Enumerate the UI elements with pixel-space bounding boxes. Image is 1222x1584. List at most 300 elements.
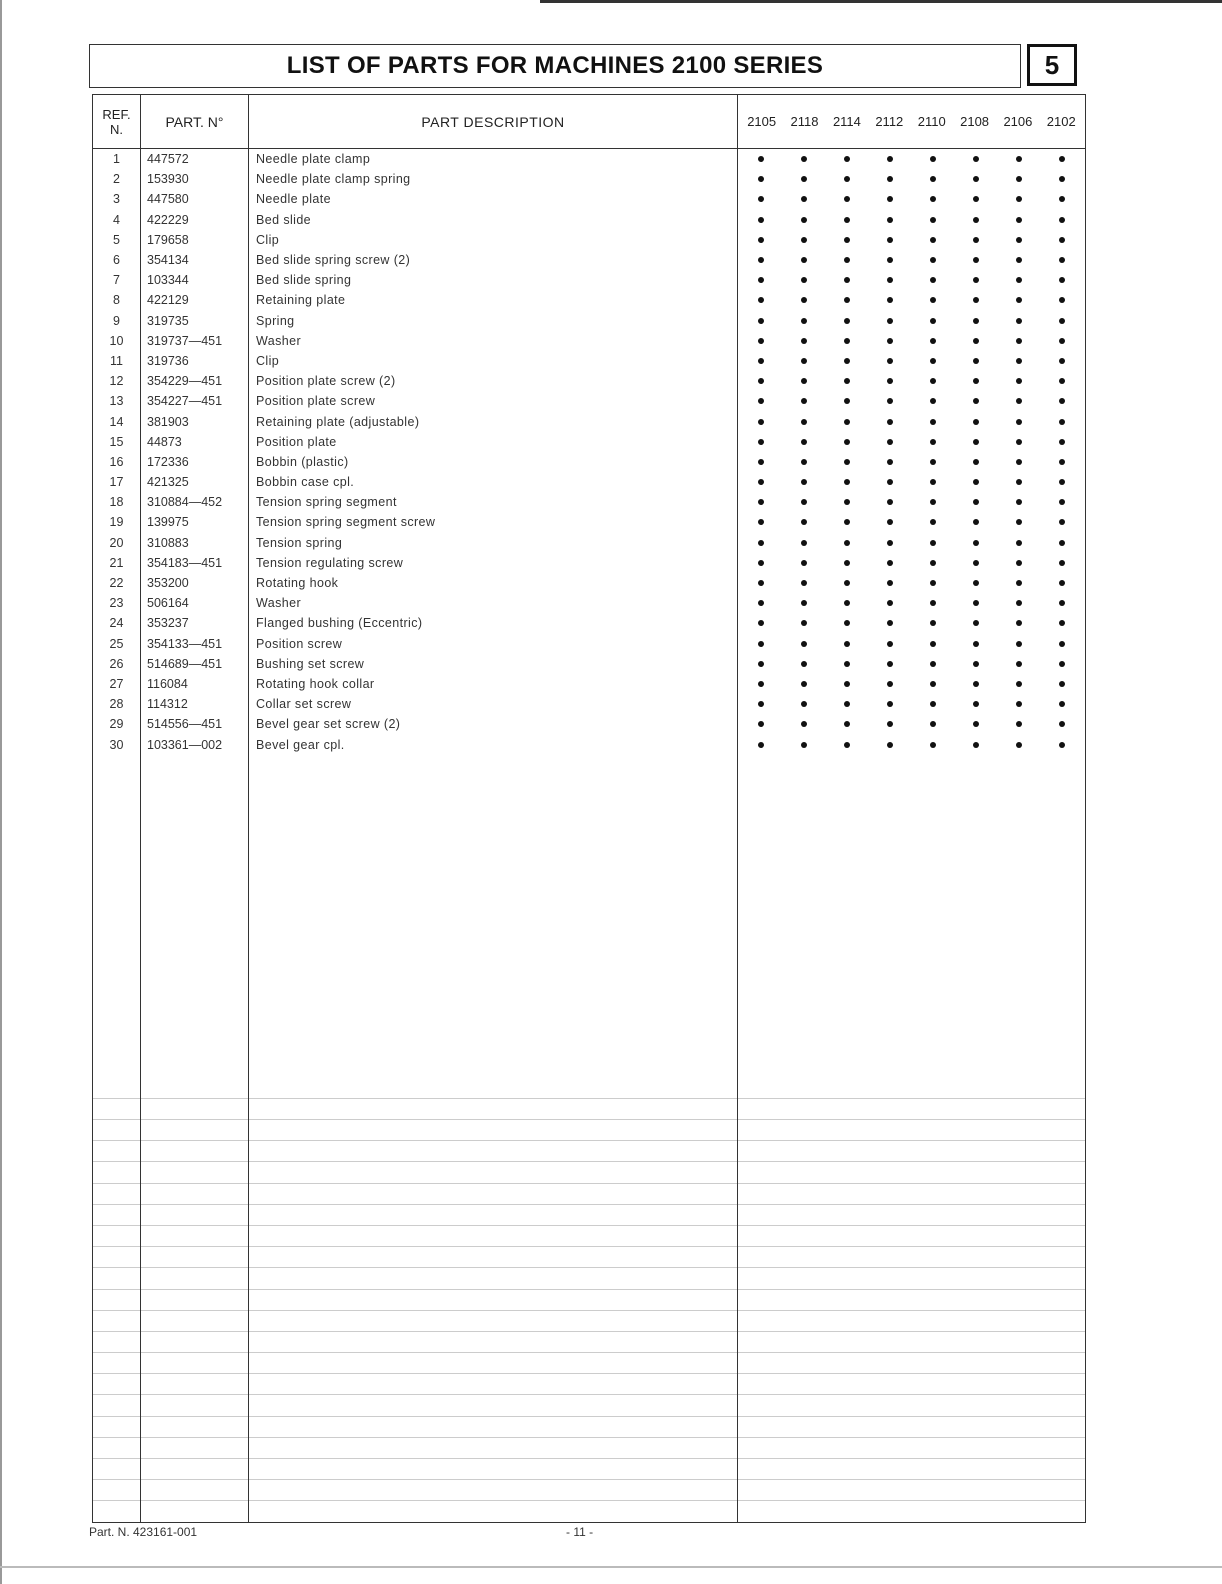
part-number-cell: 421325: [141, 472, 249, 492]
applicability-cell: [738, 210, 1086, 230]
applicability-dots: [738, 459, 1085, 465]
empty-cell: [738, 977, 1086, 997]
dot-marker-2102: [1059, 378, 1065, 384]
dot-marker-2110: [930, 297, 936, 303]
applicability-cell: [738, 169, 1086, 189]
empty-cell: [141, 1183, 249, 1204]
empty-cell: [93, 876, 141, 896]
empty-cell: [93, 936, 141, 956]
header-row: [93, 95, 1086, 149]
empty-cell: [93, 1268, 141, 1289]
dot-marker-2112: [887, 257, 893, 263]
dot-marker-2106: [1016, 742, 1022, 748]
empty-cell: [93, 1037, 141, 1057]
dot-marker-2102: [1059, 560, 1065, 566]
empty-row: [93, 835, 1086, 855]
empty-cell: [93, 916, 141, 936]
empty-cell: [249, 1098, 738, 1119]
footer-page-number: - 11 -: [566, 1525, 594, 1539]
empty-row: [93, 1310, 1086, 1331]
dot-marker-2108: [973, 398, 979, 404]
dot-marker-2102: [1059, 459, 1065, 465]
dot-marker-2114: [844, 318, 850, 324]
empty-row: [93, 1480, 1086, 1501]
empty-cell: [141, 1225, 249, 1246]
empty-cell: [93, 1204, 141, 1225]
empty-cell: [249, 1310, 738, 1331]
empty-cell: [93, 1017, 141, 1037]
empty-cell: [141, 856, 249, 876]
empty-cell: [93, 1120, 141, 1141]
dot-marker-2105: [758, 398, 764, 404]
ref-cell: 1: [93, 149, 141, 170]
applicability-cell: [738, 452, 1086, 472]
ref-cell: 28: [93, 694, 141, 714]
empty-cell: [738, 1098, 1086, 1119]
empty-cell: [141, 835, 249, 855]
dot-marker-2108: [973, 620, 979, 626]
empty-cell: [93, 1374, 141, 1395]
dot-marker-2102: [1059, 196, 1065, 202]
empty-row: [93, 1459, 1086, 1480]
empty-row: [93, 1289, 1086, 1310]
empty-cell: [738, 755, 1086, 775]
dot-marker-2106: [1016, 580, 1022, 586]
part-number-cell: 44873: [141, 432, 249, 452]
empty-cell: [249, 977, 738, 997]
empty-cell: [93, 1078, 141, 1099]
applicability-dots: [738, 196, 1085, 202]
empty-cell: [93, 957, 141, 977]
empty-row: [93, 977, 1086, 997]
applicability-dots: [738, 479, 1085, 485]
dot-marker-2106: [1016, 560, 1022, 566]
dot-marker-2106: [1016, 338, 1022, 344]
dot-marker-2102: [1059, 176, 1065, 182]
table-row: [93, 734, 1086, 754]
empty-cell: [141, 1204, 249, 1225]
dot-marker-2112: [887, 721, 893, 727]
dot-marker-2110: [930, 580, 936, 586]
empty-cell: [93, 815, 141, 835]
model-label-2106: 2106: [1003, 114, 1033, 129]
empty-cell: [93, 1098, 141, 1119]
dot-marker-2105: [758, 560, 764, 566]
ref-cell: 23: [93, 593, 141, 613]
applicability-dots: [738, 580, 1085, 586]
empty-cell: [738, 835, 1086, 855]
dot-marker-2108: [973, 661, 979, 667]
dot-marker-2110: [930, 196, 936, 202]
dot-marker-2114: [844, 681, 850, 687]
dot-marker-2102: [1059, 661, 1065, 667]
dot-marker-2114: [844, 479, 850, 485]
ref-cell: 29: [93, 714, 141, 734]
applicability-dots: [738, 641, 1085, 647]
dot-marker-2105: [758, 661, 764, 667]
description-cell: Bevel gear cpl.: [249, 734, 738, 754]
empty-cell: [249, 1501, 738, 1522]
empty-cell: [93, 1437, 141, 1458]
empty-row: [93, 1098, 1086, 1119]
ref-cell: 10: [93, 331, 141, 351]
dot-marker-2114: [844, 338, 850, 344]
dot-marker-2102: [1059, 620, 1065, 626]
description-cell: Clip: [249, 230, 738, 250]
dot-marker-2106: [1016, 237, 1022, 243]
dot-marker-2108: [973, 277, 979, 283]
dot-marker-2108: [973, 358, 979, 364]
dot-marker-2114: [844, 580, 850, 586]
dot-marker-2112: [887, 560, 893, 566]
table-row: [93, 674, 1086, 694]
empty-cell: [141, 936, 249, 956]
empty-cell: [93, 1416, 141, 1437]
empty-cell: [738, 1480, 1086, 1501]
applicability-dots: [738, 721, 1085, 727]
dot-marker-2110: [930, 499, 936, 505]
part-number-cell: 139975: [141, 512, 249, 532]
empty-cell: [738, 775, 1086, 795]
ref-cell: 30: [93, 734, 141, 754]
applicability-dots: [738, 419, 1085, 425]
parts-table: [92, 94, 1086, 1523]
empty-cell: [249, 1017, 738, 1037]
part-number-cell: 514689—451: [141, 654, 249, 674]
dot-marker-2108: [973, 641, 979, 647]
table-row: [93, 230, 1086, 250]
table-row: [93, 169, 1086, 189]
scan-left-edge: [0, 0, 2, 1584]
empty-cell: [249, 1374, 738, 1395]
dot-marker-2102: [1059, 398, 1065, 404]
empty-cell: [249, 936, 738, 956]
footer-part-number: Part. N. 423161-001: [89, 1525, 198, 1539]
dot-marker-2105: [758, 540, 764, 546]
applicability-cell: [738, 613, 1086, 633]
description-cell: Collar set screw: [249, 694, 738, 714]
description-cell: Needle plate clamp: [249, 149, 738, 170]
part-number-cell: 310883: [141, 533, 249, 553]
dot-marker-2118: [801, 419, 807, 425]
dot-marker-2118: [801, 338, 807, 344]
ref-cell: 5: [93, 230, 141, 250]
applicability-cell: [738, 371, 1086, 391]
dot-marker-2118: [801, 277, 807, 283]
empty-cell: [249, 1416, 738, 1437]
empty-cell: [93, 1057, 141, 1077]
empty-cell: [738, 815, 1086, 835]
applicability-dots: [738, 519, 1085, 525]
dot-marker-2106: [1016, 600, 1022, 606]
dot-marker-2105: [758, 196, 764, 202]
page-title: LIST OF PARTS FOR MACHINES 2100 SERIES: [286, 52, 824, 79]
applicability-cell: [738, 634, 1086, 654]
part-number-cell: 354134: [141, 250, 249, 270]
dot-marker-2102: [1059, 479, 1065, 485]
empty-cell: [93, 1247, 141, 1268]
description-cell: Position plate screw: [249, 391, 738, 411]
dot-marker-2112: [887, 196, 893, 202]
dot-marker-2114: [844, 641, 850, 647]
dot-marker-2108: [973, 580, 979, 586]
applicability-dots: [738, 560, 1085, 566]
table-row: [93, 512, 1086, 532]
dot-marker-2108: [973, 721, 979, 727]
dot-marker-2110: [930, 479, 936, 485]
description-cell: Needle plate: [249, 189, 738, 209]
empty-cell: [141, 1395, 249, 1416]
dot-marker-2106: [1016, 378, 1022, 384]
part-number-cell: 319736: [141, 351, 249, 371]
empty-cell: [738, 936, 1086, 956]
model-label-2112: 2112: [875, 114, 904, 129]
empty-cell: [93, 1353, 141, 1374]
applicability-dots: [738, 701, 1085, 707]
dot-marker-2106: [1016, 499, 1022, 505]
empty-cell: [93, 1395, 141, 1416]
table-row: [93, 311, 1086, 331]
empty-cell: [93, 1459, 141, 1480]
dot-marker-2112: [887, 217, 893, 223]
description-cell: Tension spring segment: [249, 492, 738, 512]
dot-marker-2106: [1016, 661, 1022, 667]
empty-row: [93, 1120, 1086, 1141]
dot-marker-2106: [1016, 701, 1022, 707]
empty-cell: [249, 1395, 738, 1416]
dot-marker-2110: [930, 237, 936, 243]
part-number-cell: 172336: [141, 452, 249, 472]
empty-cell: [738, 957, 1086, 977]
part-number-cell: 103344: [141, 270, 249, 290]
dot-marker-2110: [930, 156, 936, 162]
part-number-cell: 422129: [141, 290, 249, 310]
empty-row: [93, 1078, 1086, 1099]
dot-marker-2105: [758, 742, 764, 748]
dot-marker-2108: [973, 742, 979, 748]
dot-marker-2114: [844, 661, 850, 667]
description-cell: Position plate: [249, 432, 738, 452]
empty-cell: [738, 1225, 1086, 1246]
table-row: [93, 694, 1086, 714]
dot-marker-2112: [887, 681, 893, 687]
applicability-cell: [738, 714, 1086, 734]
empty-cell: [738, 1437, 1086, 1458]
applicability-cell: [738, 472, 1086, 492]
dot-marker-2110: [930, 742, 936, 748]
table-row: [93, 432, 1086, 452]
empty-cell: [738, 1162, 1086, 1183]
dot-marker-2106: [1016, 459, 1022, 465]
empty-cell: [249, 1204, 738, 1225]
dot-marker-2102: [1059, 540, 1065, 546]
empty-cell: [249, 1437, 738, 1458]
dot-marker-2108: [973, 540, 979, 546]
empty-cell: [141, 1480, 249, 1501]
empty-cell: [93, 1289, 141, 1310]
empty-row: [93, 1374, 1086, 1395]
dot-marker-2105: [758, 681, 764, 687]
ref-cell: 17: [93, 472, 141, 492]
empty-cell: [93, 1331, 141, 1352]
empty-cell: [93, 1162, 141, 1183]
empty-cell: [141, 795, 249, 815]
description-header: PART DESCRIPTION: [249, 95, 738, 149]
part-number-cell: 116084: [141, 674, 249, 694]
dot-marker-2114: [844, 742, 850, 748]
empty-cell: [738, 1501, 1086, 1522]
applicability-dots: [738, 620, 1085, 626]
table-row: [93, 290, 1086, 310]
dot-marker-2106: [1016, 156, 1022, 162]
description-cell: Rotating hook: [249, 573, 738, 593]
applicability-cell: [738, 149, 1086, 170]
empty-cell: [738, 1183, 1086, 1204]
dot-marker-2114: [844, 701, 850, 707]
part-number-cell: 319735: [141, 311, 249, 331]
dot-marker-2114: [844, 721, 850, 727]
part-number-cell: 354133—451: [141, 634, 249, 654]
empty-cell: [249, 795, 738, 815]
description-cell: Spring: [249, 311, 738, 331]
dot-marker-2114: [844, 560, 850, 566]
table-row: [93, 492, 1086, 512]
empty-cell: [141, 1078, 249, 1099]
dot-marker-2108: [973, 156, 979, 162]
dot-marker-2114: [844, 540, 850, 546]
applicability-dots: [738, 318, 1085, 324]
model-labels: [738, 114, 1085, 129]
table-row: [93, 593, 1086, 613]
empty-cell: [249, 916, 738, 936]
dot-marker-2105: [758, 237, 764, 243]
dot-marker-2114: [844, 196, 850, 202]
empty-cell: [738, 1057, 1086, 1077]
dot-marker-2114: [844, 519, 850, 525]
applicability-cell: [738, 734, 1086, 754]
dot-marker-2105: [758, 176, 764, 182]
dot-marker-2118: [801, 196, 807, 202]
dot-marker-2112: [887, 318, 893, 324]
dot-marker-2112: [887, 580, 893, 586]
dot-marker-2102: [1059, 580, 1065, 586]
empty-cell: [249, 755, 738, 775]
empty-cell: [141, 815, 249, 835]
ref-cell: 12: [93, 371, 141, 391]
table-row: [93, 411, 1086, 431]
table-row: [93, 533, 1086, 553]
dot-marker-2108: [973, 499, 979, 505]
empty-row: [93, 957, 1086, 977]
dot-marker-2112: [887, 661, 893, 667]
empty-cell: [141, 1331, 249, 1352]
empty-cell: [738, 1395, 1086, 1416]
dot-marker-2108: [973, 560, 979, 566]
dot-marker-2106: [1016, 519, 1022, 525]
dot-marker-2110: [930, 681, 936, 687]
table-row: [93, 351, 1086, 371]
section-box: [1027, 44, 1077, 86]
dot-marker-2118: [801, 560, 807, 566]
dot-marker-2106: [1016, 721, 1022, 727]
dot-marker-2118: [801, 620, 807, 626]
dot-marker-2102: [1059, 297, 1065, 303]
dot-marker-2106: [1016, 277, 1022, 283]
applicability-cell: [738, 331, 1086, 351]
dot-marker-2110: [930, 277, 936, 283]
applicability-cell: [738, 351, 1086, 371]
empty-cell: [249, 876, 738, 896]
empty-cell: [93, 1225, 141, 1246]
ref-cell: 6: [93, 250, 141, 270]
dot-marker-2112: [887, 338, 893, 344]
dot-marker-2105: [758, 479, 764, 485]
table-row: [93, 452, 1086, 472]
empty-cell: [249, 1353, 738, 1374]
dot-marker-2114: [844, 217, 850, 223]
dot-marker-2105: [758, 297, 764, 303]
applicability-cell: [738, 432, 1086, 452]
table-row: [93, 189, 1086, 209]
dot-marker-2118: [801, 580, 807, 586]
empty-row: [93, 1204, 1086, 1225]
applicability-cell: [738, 411, 1086, 431]
empty-cell: [141, 916, 249, 936]
empty-cell: [738, 856, 1086, 876]
ref-cell: 18: [93, 492, 141, 512]
empty-cell: [93, 1183, 141, 1204]
dot-marker-2118: [801, 540, 807, 546]
dot-marker-2118: [801, 742, 807, 748]
dot-marker-2114: [844, 398, 850, 404]
model-label-2110: 2110: [917, 114, 946, 129]
dot-marker-2118: [801, 439, 807, 445]
description-cell: Bed slide: [249, 210, 738, 230]
empty-row: [93, 896, 1086, 916]
applicability-dots: [738, 277, 1085, 283]
dot-marker-2108: [973, 338, 979, 344]
dot-marker-2110: [930, 721, 936, 727]
applicability-cell: [738, 250, 1086, 270]
dot-marker-2102: [1059, 439, 1065, 445]
description-cell: Needle plate clamp spring: [249, 169, 738, 189]
part-number-cell: 353237: [141, 613, 249, 633]
dot-marker-2112: [887, 600, 893, 606]
dot-marker-2108: [973, 479, 979, 485]
dot-marker-2118: [801, 479, 807, 485]
dot-marker-2110: [930, 419, 936, 425]
part-number-cell: 114312: [141, 694, 249, 714]
dot-marker-2105: [758, 499, 764, 505]
applicability-cell: [738, 189, 1086, 209]
dot-marker-2118: [801, 459, 807, 465]
applicability-dots: [738, 398, 1085, 404]
title-box: [89, 44, 1021, 88]
dot-marker-2112: [887, 479, 893, 485]
applicability-cell: [738, 533, 1086, 553]
empty-cell: [249, 1078, 738, 1099]
dot-marker-2108: [973, 681, 979, 687]
empty-row: [93, 1057, 1086, 1077]
empty-cell: [141, 1374, 249, 1395]
description-cell: Bed slide spring: [249, 270, 738, 290]
empty-cell: [141, 1057, 249, 1077]
dot-marker-2118: [801, 398, 807, 404]
dot-marker-2102: [1059, 681, 1065, 687]
empty-cell: [738, 1037, 1086, 1057]
empty-cell: [93, 1480, 141, 1501]
empty-cell: [141, 977, 249, 997]
